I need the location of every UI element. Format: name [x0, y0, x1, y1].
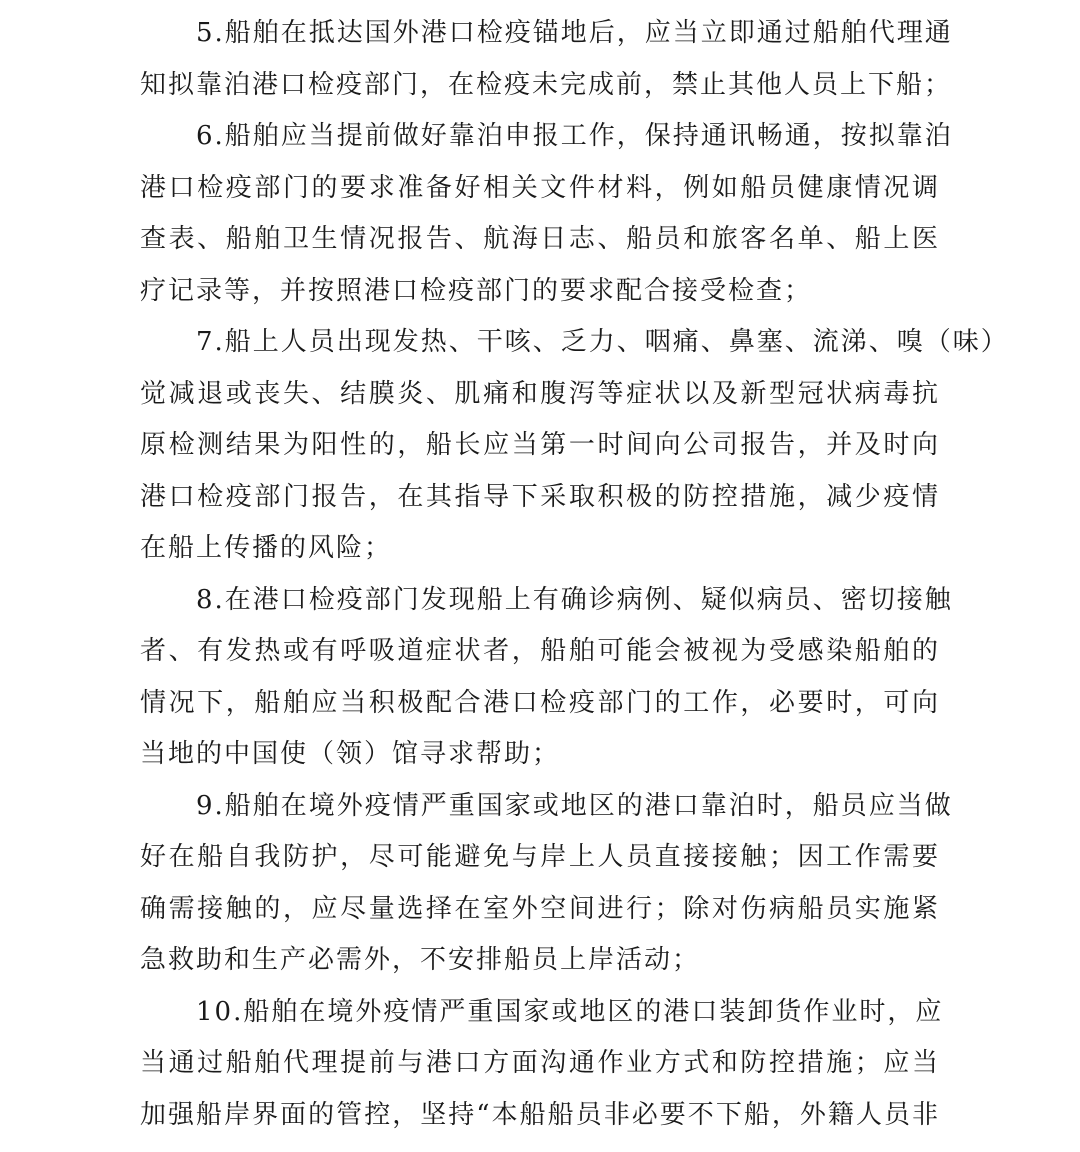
- text-line: 10.船舶在境外疫情严重国家或地区的港口装卸货作业时，应: [196, 996, 944, 1027]
- text-line: 确需接触的，应尽量选择在室外空间进行；除对伤病船员实施紧: [140, 893, 940, 924]
- text-line: 情况下，船舶应当积极配合港口检疫部门的工作，必要时，可向: [140, 687, 940, 718]
- text-line: 6.船舶应当提前做好靠泊申报工作，保持通讯畅通，按拟靠泊: [196, 121, 953, 151]
- text-line: 8.在港口检疫部门发现船上有确诊病例、疑似病员、密切接触: [196, 584, 953, 615]
- text-line: 在船上传播的风险；: [140, 533, 393, 563]
- text-line: 港口检疫部门的要求准备好相关文件材料，例如船员健康情况调: [140, 172, 940, 203]
- text-line: 原检测结果为阳性的，船长应当第一时间向公司报告，并及时向: [140, 430, 940, 460]
- text-line: 5.船舶在抵达国外港口检疫锚地后，应当立即通过船舶代理通: [196, 18, 953, 48]
- text-line: 9.船舶在境外疫情严重国家或地区的港口靠泊时，船员应当做: [196, 790, 953, 821]
- text-line: 急救助和生产必需外，不安排船员上岸活动；: [140, 945, 701, 975]
- text-line: 好在船自我防护，尽可能避免与岸上人员直接接触；因工作需要: [140, 842, 940, 872]
- text-line: 知拟靠泊港口检疫部门，在检疫未完成前，禁止其他人员上下船；: [140, 69, 953, 100]
- text-line: 觉减退或丧失、结膜炎、肌痛和腹泻等症状以及新型冠状病毒抗: [140, 378, 940, 409]
- body-text: [140, 8, 1009, 1141]
- text-line: 当通过船舶代理提前与港口方面沟通作业方式和防控措施；应当: [140, 1048, 940, 1078]
- text-line: 当地的中国使（领）馆寻求帮助；: [140, 739, 561, 769]
- text-line: 7.船上人员出现发热、干咳、乏力、咽痛、鼻塞、流涕、嗅（味）: [196, 327, 1009, 357]
- text-line: 者、有发热或有呼吸道症状者，船舶可能会被视为受感染船舶的: [140, 636, 940, 666]
- text-line: 疗记录等，并按照港口检疫部门的要求配合接受检查；: [140, 275, 813, 306]
- text-line: 加强船岸界面的管控，坚持“本船船员非必要不下船，外籍人员非: [140, 1099, 940, 1130]
- text-line: 查表、船舶卫生情况报告、航海日志、船员和旅客名单、船上医: [140, 224, 940, 254]
- text-line: 港口检疫部门报告，在其指导下采取积极的防控措施，减少疫情: [140, 481, 940, 512]
